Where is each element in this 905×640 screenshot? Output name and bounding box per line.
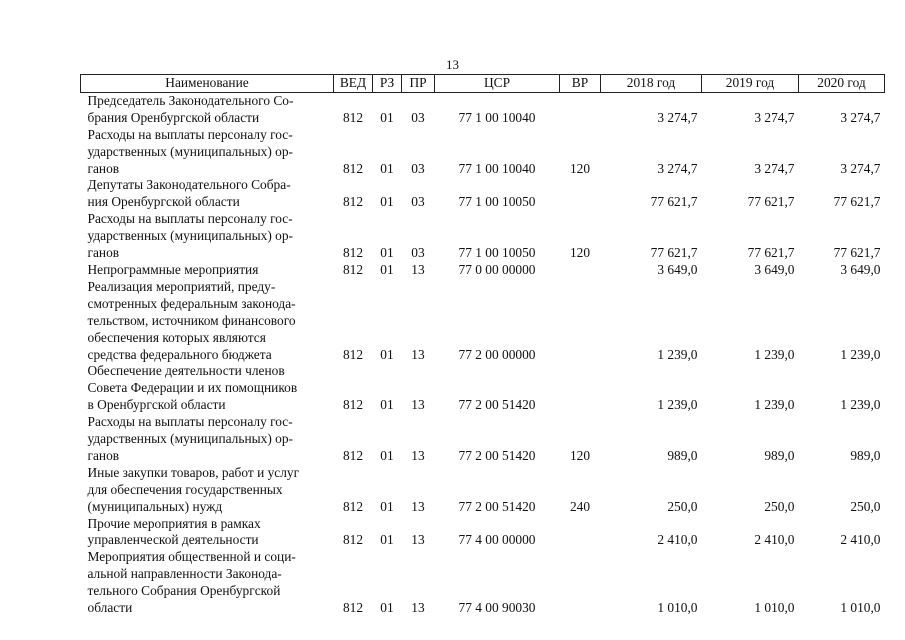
name-line: брания Оренбургской области — [87, 109, 260, 125]
cell-rz: 01 — [380, 109, 394, 125]
cell-csr: 77 4 00 00000 — [458, 532, 536, 548]
cell-csr: 77 2 00 51420 — [458, 498, 536, 514]
header-2018: 2018 год — [601, 75, 702, 93]
name-line: ганов — [87, 447, 120, 463]
cell-2019: 1 239,0 — [754, 346, 795, 362]
cell-2020: 77 621,7 — [833, 194, 881, 210]
name-line: Депутаты Законодательного Собра- — [87, 177, 291, 193]
cell-ved: 812 — [342, 194, 364, 210]
cell-vr — [560, 363, 601, 414]
page-number: 13 — [446, 57, 459, 72]
cell-2019: 2 410,0 — [754, 532, 795, 548]
table-body — [81, 92, 885, 617]
cell-name — [81, 262, 334, 279]
cell-name — [81, 279, 334, 364]
table-row — [81, 549, 885, 617]
cell-ved: 812 — [342, 245, 364, 261]
name-line: тельного Собрания Оренбургской — [87, 583, 281, 599]
name-line: ганов — [87, 160, 120, 176]
cell-name — [81, 92, 334, 126]
table-row — [81, 262, 885, 279]
name-line: Реализация мероприятий, преду- — [87, 278, 276, 294]
cell-ved: 812 — [342, 397, 364, 413]
cell-name — [81, 414, 334, 465]
cell-2019: 77 621,7 — [747, 245, 795, 261]
name-line: управленческой деятельности — [87, 532, 259, 548]
cell-2020: 1 239,0 — [840, 397, 881, 413]
cell-2018: 1 010,0 — [657, 600, 698, 616]
cell-2020: 3 274,7 — [840, 109, 881, 125]
cell-ved: 812 — [342, 346, 364, 362]
name-line: ганов — [87, 245, 120, 261]
cell-2020: 3 274,7 — [840, 160, 881, 176]
table-row — [81, 177, 885, 211]
name-line: Расходы на выплаты персоналу гос- — [87, 211, 293, 227]
table-row — [81, 363, 885, 414]
cell-2020: 1 239,0 — [840, 346, 881, 362]
name-line: Иные закупки товаров, работ и услуг — [87, 464, 300, 480]
table-row — [81, 279, 885, 364]
header-rz: РЗ — [373, 75, 402, 93]
cell-name — [81, 211, 334, 262]
cell-pr: 13 — [411, 600, 425, 616]
cell-ved: 812 — [342, 498, 364, 514]
cell-name — [81, 177, 334, 211]
cell-2018: 3 274,7 — [657, 160, 698, 176]
cell-csr: 77 2 00 00000 — [458, 346, 536, 362]
cell-2020: 989,0 — [850, 447, 881, 463]
name-line: Расходы на выплаты персоналу гос- — [87, 126, 293, 142]
cell-2020: 1 010,0 — [840, 600, 881, 616]
cell-vr — [560, 262, 601, 279]
cell-ved: 812 — [342, 109, 364, 125]
cell-ved: 812 — [342, 532, 364, 548]
header-pr: ПР — [402, 75, 435, 93]
name-line: ударственных (муниципальных) ор- — [87, 228, 293, 244]
cell-2018: 3 274,7 — [657, 109, 698, 125]
name-line: Мероприятия общественной и соци- — [87, 549, 296, 565]
cell-rz: 01 — [380, 498, 394, 514]
cell-name — [81, 127, 334, 178]
table-row — [81, 465, 885, 516]
name-line: тельством, источником финансового — [87, 312, 296, 328]
cell-2019: 989,0 — [764, 447, 795, 463]
cell-vr — [560, 279, 601, 364]
cell-csr: 77 2 00 51420 — [458, 447, 536, 463]
table-row — [81, 414, 885, 465]
cell-rz: 01 — [380, 397, 394, 413]
name-line: области — [87, 600, 133, 616]
cell-pr: 13 — [411, 498, 425, 514]
cell-vr — [560, 549, 601, 617]
table-row — [81, 516, 885, 550]
cell-rz: 01 — [380, 245, 394, 261]
cell-2020: 250,0 — [850, 498, 881, 514]
cell-vr: 120 — [569, 245, 591, 261]
cell-pr: 03 — [411, 245, 425, 261]
name-line: смотренных федеральным законода- — [87, 295, 296, 311]
cell-2019: 1 010,0 — [754, 600, 795, 616]
cell-name — [81, 549, 334, 617]
cell-ved: 812 — [342, 447, 364, 463]
cell-csr: 77 1 00 10050 — [458, 194, 536, 210]
header-ved: ВЕД — [334, 75, 373, 93]
name-line: Прочие мероприятия в рамках — [87, 515, 261, 531]
cell-csr: 77 1 00 10040 — [458, 160, 536, 176]
name-line: ния Оренбургской области — [87, 194, 240, 210]
table-header — [81, 75, 885, 93]
cell-pr: 13 — [411, 532, 425, 548]
cell-ved: 812 — [342, 261, 364, 277]
cell-2019: 3 274,7 — [754, 160, 795, 176]
cell-pr: 03 — [411, 160, 425, 176]
cell-pr: 13 — [411, 346, 425, 362]
table-row — [81, 127, 885, 178]
cell-vr — [560, 177, 601, 211]
cell-2018: 2 410,0 — [657, 532, 698, 548]
cell-2019: 77 621,7 — [747, 194, 795, 210]
cell-csr: 77 0 00 00000 — [458, 261, 536, 277]
cell-2018: 3 649,0 — [657, 261, 698, 277]
header-2019: 2019 год — [702, 75, 799, 93]
cell-2020: 3 649,0 — [840, 261, 881, 277]
cell-rz: 01 — [380, 261, 394, 277]
cell-pr: 13 — [411, 261, 425, 277]
cell-2018: 1 239,0 — [657, 397, 698, 413]
cell-rz: 01 — [380, 447, 394, 463]
name-line: Непрограммные мероприятия — [87, 261, 259, 277]
table-row — [81, 211, 885, 262]
cell-2020: 2 410,0 — [840, 532, 881, 548]
cell-2019: 1 239,0 — [754, 397, 795, 413]
cell-2019: 3 649,0 — [754, 261, 795, 277]
header-vr: ВР — [560, 75, 601, 93]
name-line: Расходы на выплаты персоналу гос- — [87, 414, 293, 430]
cell-vr — [560, 92, 601, 126]
cell-name — [81, 465, 334, 516]
cell-rz: 01 — [380, 346, 394, 362]
cell-name — [81, 516, 334, 550]
header-csr: ЦСР — [435, 75, 560, 93]
cell-2019: 3 274,7 — [754, 109, 795, 125]
cell-ved: 812 — [342, 600, 364, 616]
cell-vr: 120 — [569, 160, 591, 176]
budget-table — [80, 74, 885, 617]
name-line: (муниципальных) нужд — [87, 498, 223, 514]
cell-rz: 01 — [380, 600, 394, 616]
cell-csr: 77 2 00 51420 — [458, 397, 536, 413]
cell-rz: 01 — [380, 160, 394, 176]
cell-csr: 77 1 00 10050 — [458, 245, 536, 261]
header-name: Наименование — [81, 75, 334, 93]
table-row — [81, 92, 885, 126]
name-line: ударственных (муниципальных) ор- — [87, 143, 293, 159]
cell-ved: 812 — [342, 160, 364, 176]
cell-pr: 03 — [411, 109, 425, 125]
name-line: обеспечения которых являются — [87, 329, 266, 345]
name-line: альной направленности Законода- — [87, 566, 282, 582]
cell-2019: 250,0 — [764, 498, 795, 514]
cell-2018: 77 621,7 — [650, 245, 698, 261]
cell-pr: 13 — [411, 397, 425, 413]
cell-pr: 03 — [411, 194, 425, 210]
name-line: ударственных (муниципальных) ор- — [87, 431, 293, 447]
header-2020: 2020 год — [799, 75, 885, 93]
cell-name — [81, 363, 334, 414]
name-line: Обеспечение деятельности членов — [87, 363, 285, 379]
cell-2018: 1 239,0 — [657, 346, 698, 362]
name-line: для обеспечения государственных — [87, 481, 283, 497]
cell-vr: 240 — [569, 498, 591, 514]
cell-2018: 77 621,7 — [650, 194, 698, 210]
cell-2020: 77 621,7 — [833, 245, 881, 261]
cell-vr: 120 — [569, 447, 591, 463]
name-line: средства федерального бюджета — [87, 346, 272, 362]
name-line: Совета Федерации и их помощников — [87, 380, 298, 396]
cell-rz: 01 — [380, 532, 394, 548]
name-line: в Оренбургской области — [87, 397, 226, 413]
cell-rz: 01 — [380, 194, 394, 210]
name-line: Председатель Законодательного Со- — [87, 92, 294, 108]
cell-pr: 13 — [411, 447, 425, 463]
cell-vr — [560, 516, 601, 550]
cell-csr: 77 1 00 10040 — [458, 109, 536, 125]
cell-2018: 250,0 — [667, 498, 698, 514]
header-row — [81, 75, 885, 93]
cell-2018: 989,0 — [667, 447, 698, 463]
cell-csr: 77 4 00 90030 — [458, 600, 536, 616]
